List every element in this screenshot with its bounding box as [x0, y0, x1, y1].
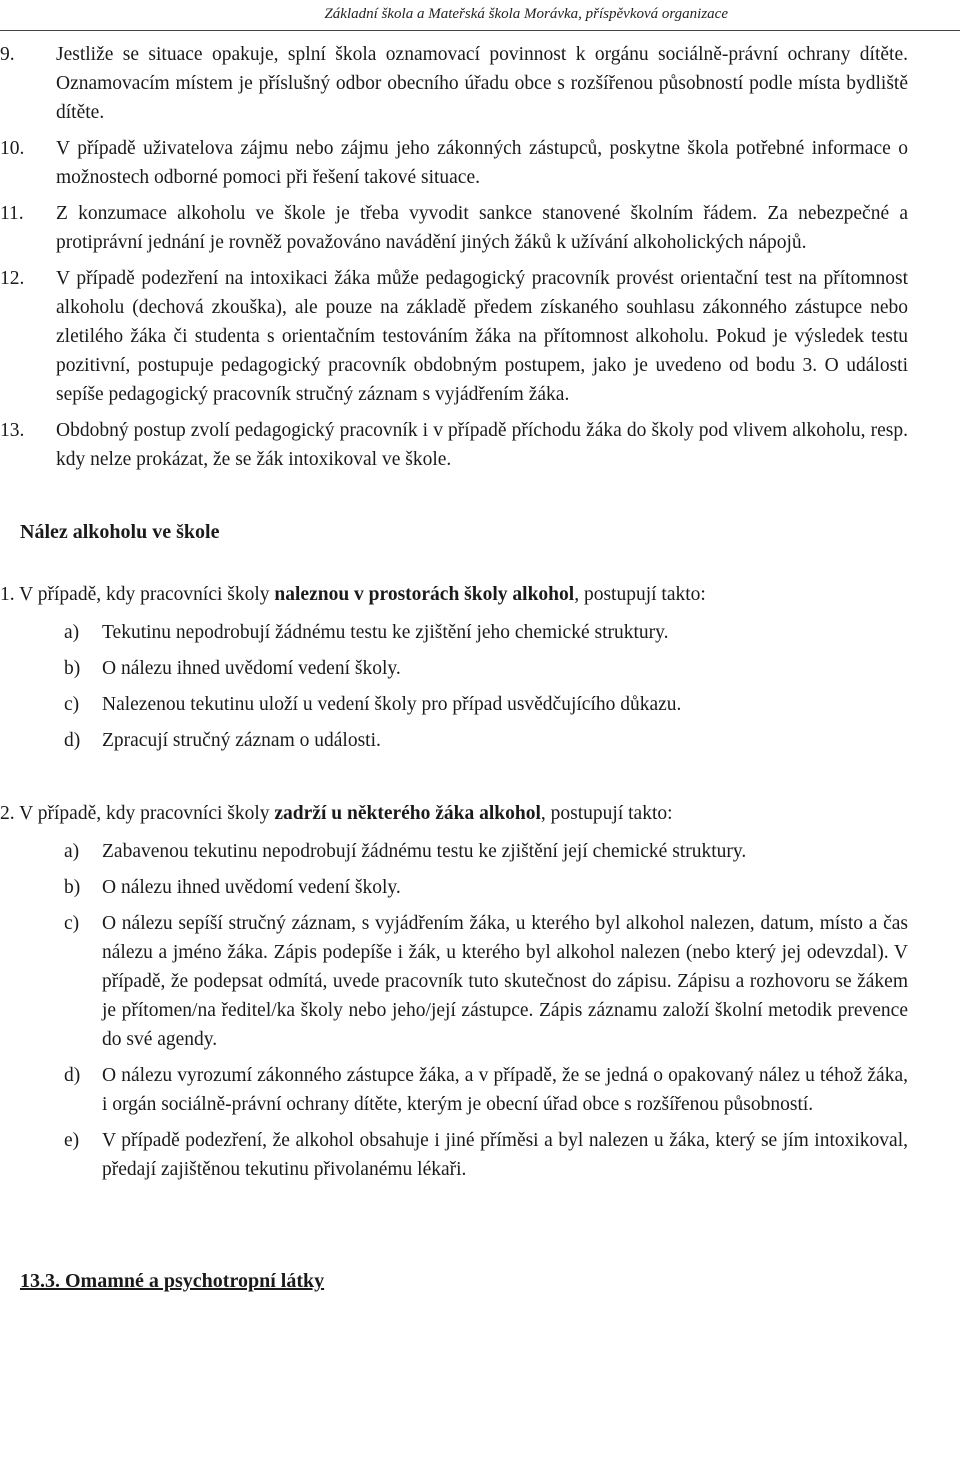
list-item — [0, 199, 908, 257]
sub-letter: d) — [64, 1065, 81, 1086]
list-item — [0, 40, 908, 127]
page-header: Základní škola a Mateřská škola Morávka, příspěvková organizace — [324, 6, 728, 22]
sub-letter: c) — [64, 694, 80, 715]
list-item — [0, 134, 908, 192]
sub-text: Zpracují stručný záznam o události. — [102, 730, 381, 751]
item-number: 9. — [0, 44, 15, 65]
sub-item — [0, 873, 908, 902]
item-number: 10. — [0, 138, 25, 159]
part2-bold: zadrží u některého žáka alkohol — [274, 803, 541, 824]
sub-text: O nálezu ihned uvědomí vedení školy. — [102, 877, 401, 898]
sub-item — [0, 909, 908, 1054]
part1-intro — [0, 580, 958, 609]
part1-prefix: 1. V případě, kdy pracovníci školy — [0, 584, 275, 605]
part1-bold: naleznou v prostorách školy alkohol — [274, 584, 575, 605]
item-text: Jestliže se situace opakuje, splní škola oznamovací povinnost k orgánu sociálně-právní ochrany dítěte. Oznamovacím místem je příslušný odbor obecního úřadu obce s rozšířenou působností podle místa bydliště dítěte. — [56, 44, 908, 123]
sub-letter: a) — [64, 841, 80, 862]
sub-letter: b) — [64, 877, 81, 898]
list-item — [0, 416, 908, 474]
item-text: Obdobný postup zvolí pedagogický pracovník i v případě příchodu žáka do školy pod vlivem alkoholu, resp. kdy nelze prokázat, že se žák intoxikoval ve škole. — [56, 420, 908, 470]
sub-item — [0, 618, 908, 647]
part1-suffix: , postupují takto: — [574, 584, 706, 605]
item-number: 11. — [0, 203, 24, 224]
sub-text: Nalezenou tekutinu uloží u vedení školy pro případ usvědčujícího důkazu. — [102, 694, 682, 715]
sub-letter: d) — [64, 730, 81, 751]
sub-text: Tekutinu nepodrobují žádnému testu ke zjištění jeho chemické struktury. — [102, 622, 669, 643]
document-body — [0, 40, 960, 1296]
next-section-heading: 13.3. Omamné a psychotropní látky — [20, 1270, 325, 1292]
sub-item — [0, 654, 908, 683]
part2-intro — [0, 799, 958, 828]
sub-text: O nálezu sepíší stručný záznam, s vyjádřením žáka, u kterého byl alkohol nalezen, datum, místo a čas nálezu a jméno žáka. Zápis podepíše i žák, u kterého byl alkohol nalezen (nebo který jej odevzdal). V případě, že podepsat odmítá, uvede pracovník tuto skutečnost do zápisu. Zápisu a rozhovoru se žákem je přítomen/na ředitel/ka školy nebo jeho/její zástupce. Zápis záznamu založí školní metodik prevence do své agendy. — [102, 913, 908, 1050]
sub-item — [0, 1061, 908, 1119]
sub-item — [0, 1126, 908, 1184]
part2-suffix: , postupují takto: — [540, 803, 673, 824]
item-number: 13. — [0, 420, 25, 441]
header-divider — [0, 30, 960, 31]
section-heading: Nález alkoholu ve škole — [20, 521, 220, 543]
part2-prefix: 2. V případě, kdy pracovníci školy — [0, 803, 275, 824]
item-text: V případě uživatelova zájmu nebo zájmu jeho zákonných zástupců, poskytne škola potřebné informace o možnostech odborné pomoci při řešení takové situace. — [56, 138, 908, 188]
sub-text: O nálezu vyrozumí zákonného zástupce žáka, a v případě, že se jedná o opakovaný nález u téhož žáka, i orgán sociálně-právní ochrany dítěte, kterým je obecní úřad obce s rozšířenou působností. — [102, 1065, 908, 1115]
sub-letter: a) — [64, 622, 80, 643]
item-number: 12. — [0, 268, 25, 289]
sub-letter: c) — [64, 913, 80, 934]
sub-item — [0, 726, 908, 755]
item-text: V případě podezření na intoxikaci žáka může pedagogický pracovník provést orientační test na přítomnost alkoholu (dechová zkouška), ale pouze na základě předem získaného souhlasu zákonného zástupce nebo zletilého žáka či studenta s orientačním testováním žáka na přítomnost alkoholu. Pokud je výsledek testu pozitivní, postupuje pedagogický pracovník obdobným postupem, jako je uvedeno od bodu 3. O události sepíše pedagogický pracovník stručný záznam s vyjádřením žáka. — [56, 268, 908, 405]
item-text: Z konzumace alkoholu ve škole je třeba vyvodit sankce stanovené školním řádem. Za nebezpečné a protiprávní jednání je rovněž považováno navádění jiných žáků k užívání alkoholických nápojů. — [56, 203, 908, 253]
sub-letter: e) — [64, 1130, 80, 1151]
sub-text: O nálezu ihned uvědomí vedení školy. — [102, 658, 401, 679]
sub-text: V případě podezření, že alkohol obsahuje i jiné příměsi a byl nalezen u žáka, který se jím intoxikoval, předají zajištěnou tekutinu přivolanému lékaři. — [102, 1130, 908, 1180]
sub-text: Zabavenou tekutinu nepodrobují žádnému testu ke zjištění její chemické struktury. — [102, 841, 747, 862]
sub-item — [0, 837, 908, 866]
list-item — [0, 264, 908, 409]
sub-letter: b) — [64, 658, 81, 679]
sub-item — [0, 690, 908, 719]
